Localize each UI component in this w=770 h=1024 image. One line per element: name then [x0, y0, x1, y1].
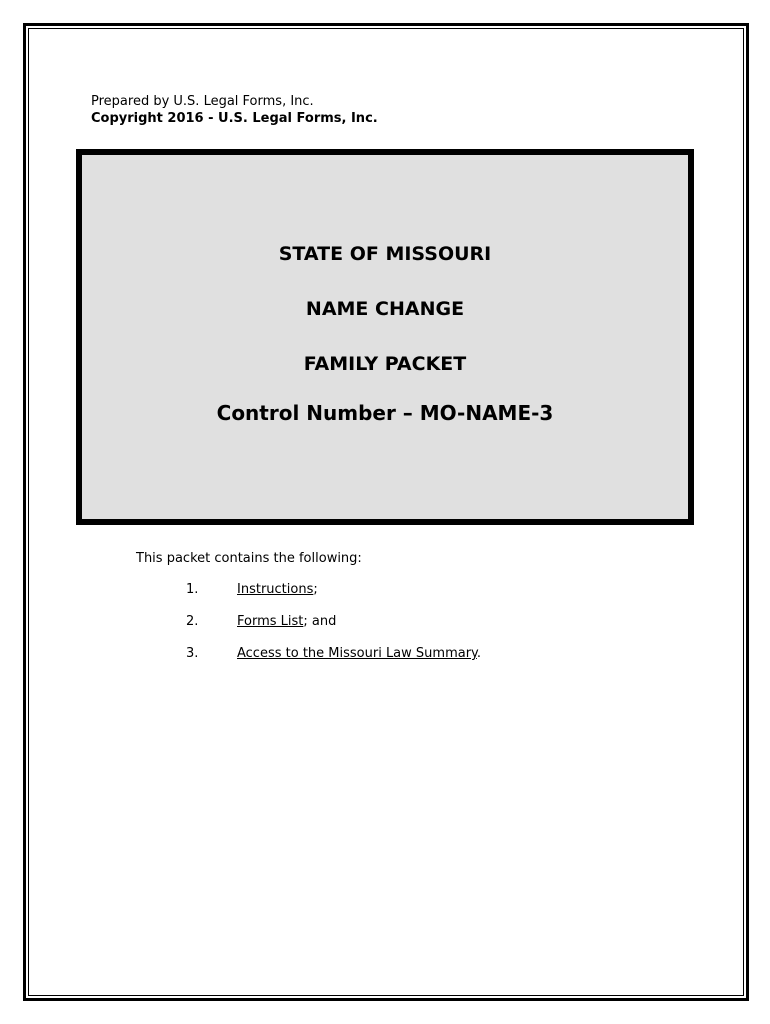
document-type-title: NAME CHANGE	[305, 298, 465, 320]
title-box	[76, 149, 694, 525]
list-item-number: 1.	[186, 582, 199, 597]
list-item	[186, 645, 481, 662]
list-item	[186, 581, 318, 598]
list-item-suffix: ;	[313, 582, 318, 597]
list-item-suffix: ; and	[303, 614, 337, 629]
list-item-number: 2.	[186, 614, 199, 629]
list-item-suffix: .	[476, 646, 482, 661]
prepared-by-text: Prepared by U.S. Legal Forms, Inc.	[91, 94, 314, 109]
control-number: Control Number – MO-NAME-3	[216, 401, 554, 425]
law-summary-link[interactable]: Access to the Missouri Law Summary	[237, 646, 477, 661]
list-item-number: 3.	[186, 646, 199, 661]
state-title: STATE OF MISSOURI	[278, 243, 492, 265]
contents-intro: This packet contains the following:	[136, 551, 362, 566]
packet-title: FAMILY PACKET	[303, 353, 467, 375]
instructions-link[interactable]: Instructions	[237, 582, 314, 597]
forms-list-link[interactable]: Forms List	[237, 614, 304, 629]
preparer-block	[91, 93, 378, 127]
copyright-text: Copyright 2016 - U.S. Legal Forms, Inc.	[91, 111, 378, 126]
list-item	[186, 613, 336, 630]
